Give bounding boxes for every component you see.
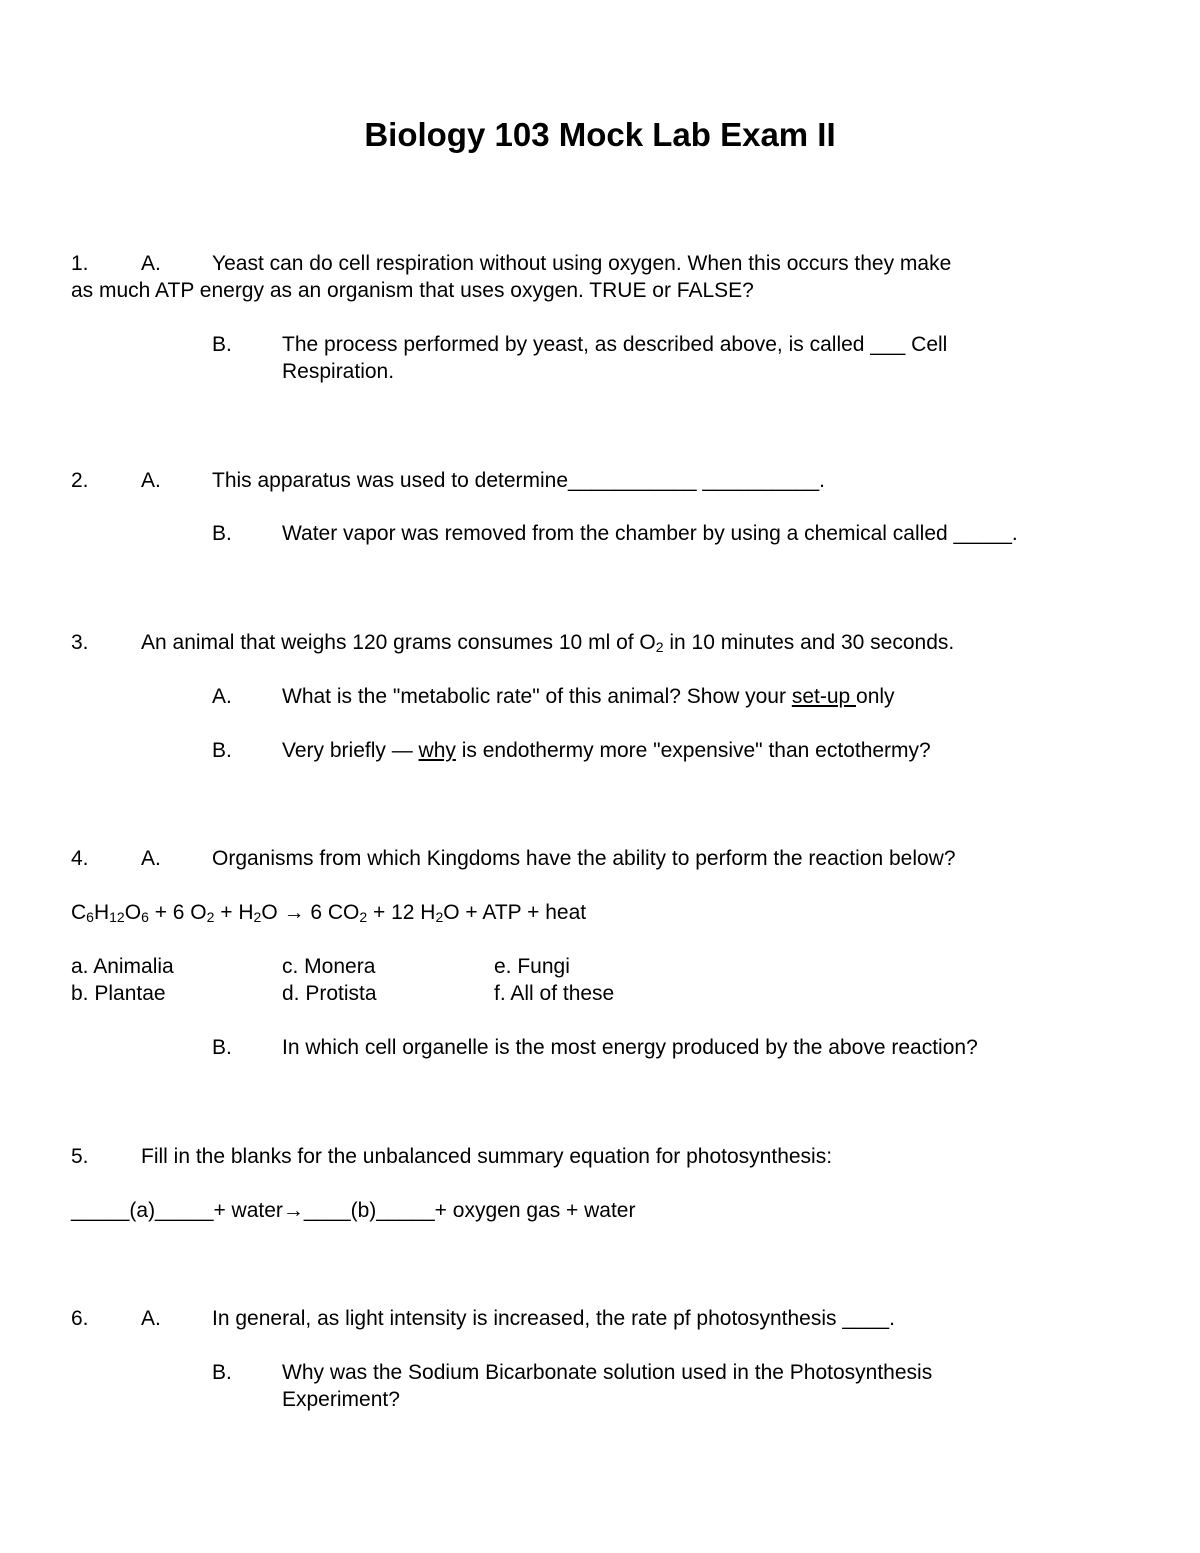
question-text: Yeast can do cell respiration without using oxygen. When this occurs they make xyxy=(212,252,952,275)
question-text: In general, as light intensity is increased, the rate pf photosynthesis ____. xyxy=(212,1307,895,1330)
question-text: as much ATP energy as an organism that uses oxygen. TRUE or FALSE? xyxy=(71,279,754,302)
question-text: Organisms from which Kingdoms have the ability to perform the reaction below? xyxy=(212,847,956,870)
answer-option: f. All of these xyxy=(494,982,615,1005)
part-letter: A. xyxy=(141,1307,161,1330)
part-letter: B. xyxy=(212,1036,232,1059)
question-number: 3. xyxy=(71,631,89,654)
part-letter: A. xyxy=(141,252,161,275)
answer-option: c. Monera xyxy=(282,955,376,978)
question-text: Fill in the blanks for the unbalanced summary equation for photosynthesis: xyxy=(141,1145,833,1168)
part-letter: A. xyxy=(141,847,161,870)
question-number: 2. xyxy=(71,469,89,492)
question-text: Why was the Sodium Bicarbonate solution used in the Photosynthesis xyxy=(282,1361,933,1384)
answer-option: b. Plantae xyxy=(71,982,166,1005)
question-number: 5. xyxy=(71,1145,89,1168)
question-number: 4. xyxy=(71,847,89,870)
part-letter: B. xyxy=(212,739,232,762)
question-text: Experiment? xyxy=(282,1388,400,1411)
question-text: What is the "metabolic rate" of this animal? Show your set-up only xyxy=(282,685,895,708)
question-text: This apparatus was used to determine___________ __________. xyxy=(212,469,825,492)
respiration-equation: $C_6H_{12}O_6 + 6$ $O_2 + H_2O \to 6$ $CO_2 + 12$ $H_2O$ + ATP + heat xyxy=(71,901,587,925)
question-number: 6. xyxy=(71,1307,89,1330)
question-text: An animal that weighs 120 grams consumes 10 ml of $O_2$ in 10 minutes and 30 seconds. xyxy=(141,631,955,655)
answer-option: d. Protista xyxy=(282,982,377,1005)
photosynthesis-equation: _____(a)_____+ water→____(b)_____+ oxygen gas + water xyxy=(71,1199,636,1222)
part-letter: B. xyxy=(212,1361,232,1384)
part-letter: B. xyxy=(212,333,232,356)
answer-option: e. Fungi xyxy=(494,955,570,978)
question-text: The process performed by yeast, as described above, is called ___ Cell xyxy=(282,333,948,356)
question-text: Respiration. xyxy=(282,360,395,383)
exam-title: Biology 103 Mock Lab Exam II xyxy=(364,116,836,153)
answer-option: a. Animalia xyxy=(71,955,174,978)
part-letter: A. xyxy=(141,469,161,492)
part-letter: A. xyxy=(212,685,232,708)
question-text: In which cell organelle is the most energy produced by the above reaction? xyxy=(282,1036,978,1059)
question-text: Water vapor was removed from the chamber by using a chemical called _____. xyxy=(282,522,1018,545)
question-text: Very briefly — why is endothermy more "expensive" than ectothermy? xyxy=(282,739,931,762)
question-number: 1. xyxy=(71,252,89,275)
part-letter: B. xyxy=(212,522,232,545)
